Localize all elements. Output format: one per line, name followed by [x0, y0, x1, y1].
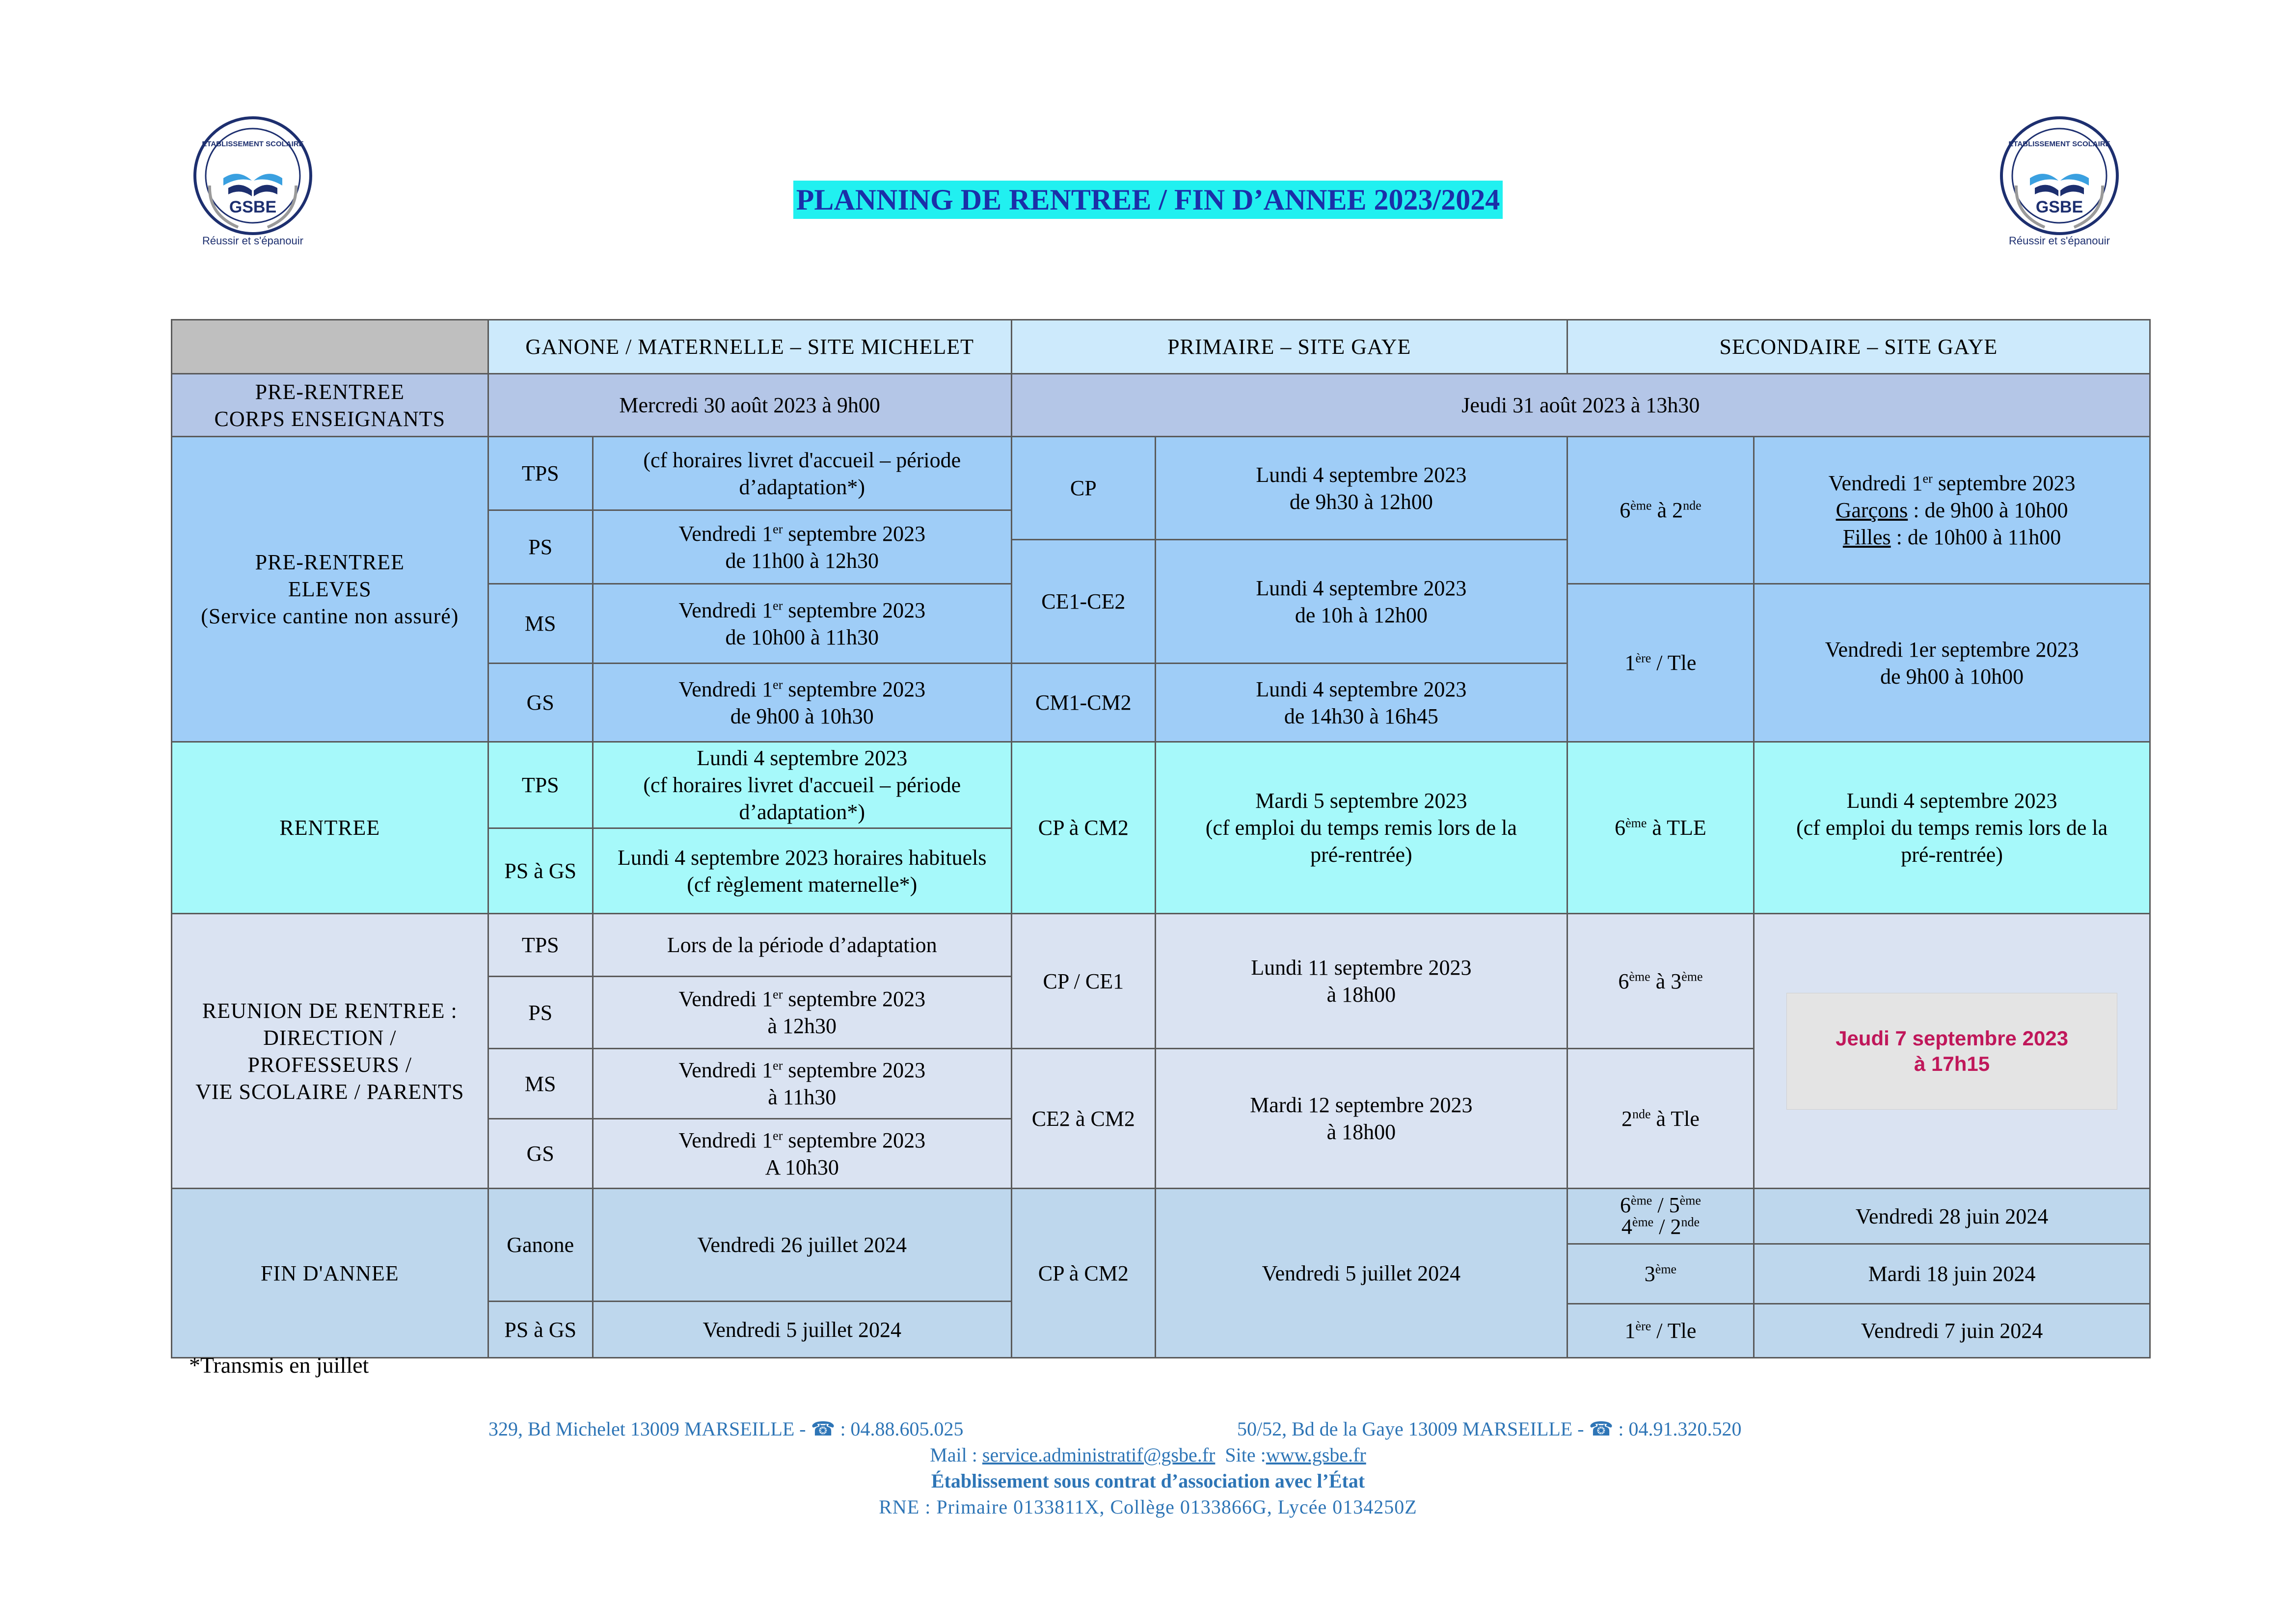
footer-address-row — [0, 1416, 2296, 1442]
address-text: 329, Bd Michelet 13009 MARSEILLE - — [488, 1418, 811, 1440]
level-sup: ère — [1635, 651, 1651, 665]
level-text: 1 — [1624, 651, 1636, 675]
date-cell: Vendredi 26 juillet 2024 — [593, 1189, 1011, 1302]
level-sup: ème — [1655, 1262, 1677, 1277]
level-text: 2 — [1621, 1106, 1632, 1131]
date-cell — [593, 437, 1011, 510]
email-link[interactable]: service.administratif@gsbe.fr — [982, 1444, 1216, 1466]
label-reunion — [172, 914, 488, 1189]
date-cell — [593, 1119, 1011, 1189]
label-line: DIRECTION / — [263, 1025, 397, 1050]
level-text: 3 — [1644, 1262, 1655, 1286]
date-line — [597, 597, 1007, 624]
row-eleves-1 — [172, 437, 2150, 510]
footer-contact-row — [0, 1442, 2296, 1468]
level-text: / 5 — [1652, 1193, 1680, 1217]
date-cell: Vendredi 28 juin 2024 — [1754, 1189, 2150, 1244]
row-pre-rentree-enseignants — [172, 374, 2150, 437]
highlight-line: à 17h15 — [1914, 1052, 1990, 1075]
date-cell — [1155, 914, 1567, 1049]
date-text: : de 10h00 à 11h00 — [1891, 525, 2061, 549]
logo-tagline: Réussir et s'épanouir — [2009, 235, 2110, 247]
date-text: septembre 2023 — [783, 1058, 926, 1082]
date-text: septembre 2023 — [1932, 471, 2076, 495]
date-line: d’adaptation*) — [739, 475, 865, 499]
date-text: : de 9h00 à 10h00 — [1908, 498, 2068, 522]
date-cell: Vendredi 5 juillet 2024 — [593, 1302, 1011, 1358]
date-text: Vendredi 1 — [678, 1058, 773, 1082]
label-line: (Service cantine non assuré) — [201, 604, 459, 628]
date-line — [597, 985, 1007, 1012]
label-pre-rentree-enseignants — [172, 374, 488, 437]
level-sup: nde — [1632, 1106, 1651, 1121]
date-line: (cf horaires livret d'accueil – période — [643, 448, 961, 472]
date-line: à 18h00 — [1326, 1120, 1396, 1144]
footer-address-left — [488, 1416, 964, 1442]
footer — [0, 1416, 2296, 1520]
secondaire-reunion-cell — [1754, 914, 2150, 1189]
date-sup: er — [773, 677, 783, 692]
level-text: / Tle — [1651, 651, 1697, 675]
date-cell — [1155, 1049, 1567, 1189]
level-cell: GS — [488, 1119, 593, 1189]
date-line: A 10h30 — [765, 1155, 839, 1179]
date-text: Vendredi 1 — [678, 1128, 773, 1152]
date-line: à 12h30 — [767, 1014, 837, 1038]
date-line: à 18h00 — [1326, 983, 1396, 1007]
date-sup: er — [773, 598, 783, 612]
label-line: REUNION DE RENTREE : — [202, 998, 458, 1023]
level-cell: TPS — [488, 914, 593, 977]
address-text: 50/52, Bd de la Gaye 13009 MARSEILLE - — [1237, 1418, 1589, 1440]
level-cell: CE2 à CM2 — [1011, 1049, 1155, 1189]
level-cell: PS — [488, 510, 593, 584]
header-primaire: PRIMAIRE – SITE GAYE — [1011, 320, 1567, 374]
date-sup: er — [773, 1058, 783, 1073]
level-text: 6 — [1618, 969, 1629, 993]
logo-arc-text: ETABLISSEMENT SCOLAIRE — [202, 140, 304, 148]
date-text: Vendredi 1 — [678, 987, 773, 1011]
date-line: Mardi 12 septembre 2023 — [1250, 1093, 1473, 1117]
date-line: de 10h à 12h00 — [1295, 603, 1428, 627]
title-wrap — [0, 181, 2296, 219]
date-line: pré-rentrée) — [1901, 843, 2003, 867]
date-line: (cf emploi du temps remis lors de la — [1205, 816, 1517, 840]
level-sup: ème — [1630, 498, 1652, 513]
level-text: 4 — [1621, 1215, 1632, 1239]
level-cell: PS à GS — [488, 828, 593, 914]
footer-rne: RNE : Primaire 0133811X, Collège 0133866G, Lycée 0134250Z — [879, 1496, 1417, 1518]
label-pre-rentree-eleves — [172, 437, 488, 742]
date-cell: Vendredi 7 juin 2024 — [1754, 1304, 2150, 1358]
date-line: Lundi 4 septembre 2023 — [1256, 576, 1467, 600]
date-line: Lundi 4 septembre 2023 — [1846, 789, 2057, 813]
date-line — [597, 520, 1007, 547]
cell-enseignants-primaire-secondaire: Jeudi 31 août 2023 à 13h30 — [1011, 374, 2150, 437]
level-cell: PS à GS — [488, 1302, 593, 1358]
date-cell: Mardi 18 juin 2024 — [1754, 1244, 2150, 1304]
row-fin-1 — [172, 1189, 2150, 1244]
level-cell — [1567, 584, 1754, 742]
date-line: Lundi 11 septembre 2023 — [1251, 956, 1472, 980]
garcons-label: Garçons — [1836, 498, 1908, 522]
header-secondaire: SECONDAIRE – SITE GAYE — [1567, 320, 2150, 374]
level-sup: ème — [1629, 969, 1650, 984]
row-reunion-1 — [172, 914, 2150, 977]
level-cell — [1567, 914, 1754, 1049]
date-cell — [593, 977, 1011, 1049]
level-cell — [1567, 1304, 1754, 1358]
level-cell — [1567, 1244, 1754, 1304]
level-line — [1572, 1216, 1749, 1238]
date-line: Lundi 4 septembre 2023 — [1256, 677, 1467, 701]
logo-initials: GSBE — [2035, 198, 2083, 216]
logo-arc-text: ETABLISSEMENT SCOLAIRE — [2008, 140, 2110, 148]
date-cell — [593, 664, 1011, 742]
date-line — [597, 676, 1007, 703]
footer-contract: Établissement sous contrat d’association avec l’État — [931, 1470, 1365, 1492]
level-sup: ème — [1679, 1193, 1701, 1208]
date-line: Lundi 4 septembre 2023 horaires habituels — [618, 845, 987, 870]
level-text: à 3 — [1650, 969, 1682, 993]
date-cell — [1155, 664, 1567, 742]
mail-label: Mail : — [930, 1444, 982, 1466]
date-cell: Vendredi 5 juillet 2024 — [1155, 1189, 1567, 1358]
level-cell: CP à CM2 — [1011, 1189, 1155, 1358]
date-cell — [593, 828, 1011, 914]
label-line: ELEVES — [288, 577, 372, 601]
level-text: 6 — [1620, 1193, 1631, 1217]
level-sup: ère — [1635, 1319, 1651, 1333]
level-cell: TPS — [488, 742, 593, 828]
date-text: septembre 2023 — [783, 1128, 926, 1152]
date-cell — [593, 510, 1011, 584]
date-cell — [593, 1049, 1011, 1119]
date-line: de 14h30 à 16h45 — [1284, 704, 1438, 728]
footer-address-right — [1237, 1416, 1742, 1442]
label-line: VIE SCOLAIRE / PARENTS — [195, 1079, 464, 1104]
cell-enseignants-maternelle: Mercredi 30 août 2023 à 9h00 — [488, 374, 1011, 437]
level-cell: Ganone — [488, 1189, 593, 1302]
reunion-secondaire-highlight — [1786, 993, 2117, 1110]
level-sup: ème — [1625, 816, 1647, 830]
date-line: (cf règlement maternelle*) — [687, 872, 918, 897]
date-sup: er — [773, 987, 783, 1002]
highlight-line: Jeudi 7 septembre 2023 — [1836, 1026, 2069, 1050]
date-sup: er — [773, 1128, 783, 1143]
date-line: Vendredi 1er septembre 2023 — [1825, 637, 2079, 662]
date-cell — [1754, 584, 2150, 742]
level-cell — [1567, 1049, 1754, 1189]
date-line — [597, 1057, 1007, 1084]
level-text: 1 — [1624, 1319, 1636, 1343]
level-text: à TLE — [1647, 816, 1706, 840]
level-cell — [1567, 1189, 1754, 1244]
date-text: Vendredi 1 — [1828, 471, 1923, 495]
phone-number: : 04.91.320.520 — [1613, 1418, 1742, 1440]
level-line — [1572, 1195, 1749, 1216]
date-cell — [1754, 742, 2150, 914]
footnote: *Transmis en juillet — [189, 1353, 369, 1378]
level-cell: MS — [488, 584, 593, 664]
date-line: (cf emploi du temps remis lors de la — [1796, 816, 2108, 840]
level-text: à Tle — [1650, 1106, 1700, 1131]
date-cell — [593, 742, 1011, 828]
label-line: PRE-RENTREE — [255, 550, 405, 574]
header-maternelle: GANONE / MATERNELLE – SITE MICHELET — [488, 320, 1011, 374]
table-header-row — [172, 320, 2150, 374]
date-line: à 11h30 — [768, 1085, 837, 1109]
level-cell — [1567, 437, 1754, 584]
page-title: PLANNING DE RENTREE / FIN D’ANNEE 2023/2024 — [793, 181, 1503, 219]
date-line — [597, 1127, 1007, 1154]
label-line: CORPS ENSEIGNANTS — [214, 406, 446, 431]
telephone-icon: ☎ — [810, 1418, 836, 1440]
date-cell — [1754, 437, 2150, 584]
filles-label: Filles — [1842, 525, 1891, 549]
date-cell — [1155, 437, 1567, 540]
date-line — [1758, 497, 2145, 524]
level-cell: CP / CE1 — [1011, 914, 1155, 1049]
date-line: Lundi 4 septembre 2023 — [1256, 462, 1467, 487]
date-line — [1758, 470, 2145, 497]
gsbe-emblem-icon — [189, 112, 317, 239]
row-rentree-1 — [172, 742, 2150, 828]
level-cell: CM1-CM2 — [1011, 664, 1155, 742]
planning-table — [171, 319, 2151, 1358]
level-cell: CP à CM2 — [1011, 742, 1155, 914]
date-line: d’adaptation*) — [739, 800, 865, 824]
date-line: de 11h00 à 12h30 — [725, 548, 879, 573]
level-text: / 2 — [1653, 1215, 1681, 1239]
date-line: de 9h00 à 10h00 — [1880, 664, 2024, 689]
level-cell: GS — [488, 664, 593, 742]
site-label: Site : — [1215, 1444, 1266, 1466]
level-cell — [1567, 742, 1754, 914]
level-text: 6 — [1615, 816, 1626, 840]
level-sup: ème — [1631, 1193, 1652, 1208]
level-cell: CE1-CE2 — [1011, 540, 1155, 664]
level-cell: TPS — [488, 437, 593, 510]
level-sup: ème — [1681, 969, 1703, 984]
date-cell: Lors de la période d’adaptation — [593, 914, 1011, 977]
date-text: Vendredi 1 — [678, 677, 773, 701]
date-text: septembre 2023 — [783, 987, 926, 1011]
date-line: de 10h00 à 11h30 — [725, 625, 879, 649]
level-sup: nde — [1681, 1215, 1700, 1229]
date-line: Mardi 5 septembre 2023 — [1255, 789, 1467, 813]
date-cell — [593, 584, 1011, 664]
date-text: Vendredi 1 — [678, 521, 773, 546]
date-text: septembre 2023 — [783, 677, 926, 701]
date-sup: er — [1922, 471, 1933, 486]
level-sup: nde — [1683, 498, 1702, 513]
date-line: Lundi 4 septembre 2023 — [697, 746, 908, 770]
date-line: de 9h30 à 12h00 — [1289, 489, 1433, 514]
logo-tagline: Réussir et s'épanouir — [202, 235, 303, 247]
date-text: Vendredi 1 — [678, 598, 773, 622]
logo-initials: GSBE — [229, 198, 277, 216]
header-corner-cell — [172, 320, 488, 374]
date-line: (cf horaires livret d'accueil – période — [643, 773, 961, 797]
date-line — [1758, 524, 2145, 551]
website-link[interactable]: www.gsbe.fr — [1266, 1444, 1366, 1466]
date-text: septembre 2023 — [783, 598, 926, 622]
level-cell: PS — [488, 977, 593, 1049]
level-cell: CP — [1011, 437, 1155, 540]
date-cell — [1155, 742, 1567, 914]
level-text: à 2 — [1651, 498, 1683, 522]
telephone-icon: ☎ — [1589, 1418, 1614, 1440]
date-line: de 9h00 à 10h30 — [730, 704, 874, 728]
label-line: PRE-RENTREE — [255, 379, 405, 404]
label-rentree: RENTREE — [172, 742, 488, 914]
phone-number: : 04.88.605.025 — [835, 1418, 964, 1440]
level-sup: ème — [1632, 1215, 1654, 1229]
level-text: 6 — [1620, 498, 1631, 522]
date-text: septembre 2023 — [783, 521, 926, 546]
label-fin-annee: FIN D'ANNEE — [172, 1189, 488, 1358]
level-text: / Tle — [1651, 1319, 1697, 1343]
date-line: pré-rentrée) — [1310, 843, 1412, 867]
label-line: PROFESSEURS / — [247, 1052, 412, 1077]
date-sup: er — [773, 521, 783, 536]
gsbe-emblem-icon — [1996, 112, 2123, 239]
date-cell — [1155, 540, 1567, 664]
level-cell: MS — [488, 1049, 593, 1119]
